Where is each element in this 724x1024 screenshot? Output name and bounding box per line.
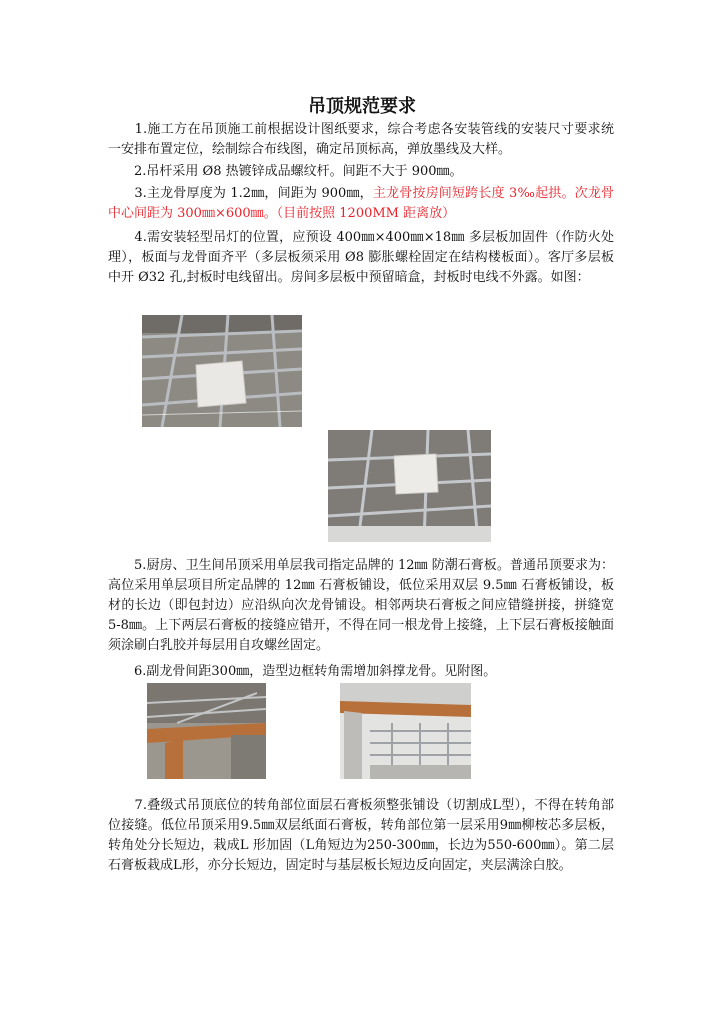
ceiling-reinforcement-photo-1 xyxy=(142,315,302,427)
paragraph-6: 6.副龙骨间距300㎜，造型边框转角需增加斜撑龙骨。见附图。 xyxy=(108,664,497,679)
paragraph-3 xyxy=(108,184,614,224)
paragraph-4: 4.需安装轻型吊灯的位置，应预设 400㎜×400㎜×18㎜ 多层板加固件（作防火处理），板面与龙骨面齐平（多层板须采用 Ø8 膨胀螺栓固定在结构楼板面）。客厅多层板中开 Ø32 孔,封板时电线留出。房间多层板中预留暗盒，封板时电线不外露。如图： xyxy=(108,230,614,285)
paragraph-3-highlight: 主龙骨按房间短跨长度 3‰起拱。次龙骨中心间距为 300㎜×600㎜。（目前按照 1200MM 距离放） xyxy=(108,186,614,221)
paragraph-1: 1.施工方在吊顶施工前根据设计图纸要求，综合考虑各安装管线的安装尺寸要求统一安排布置定位，绘制综合布线图，确定吊顶标高，弹放墨线及大样。 xyxy=(108,122,614,157)
paragraph-5: 5.厨房、卫生间吊顶采用单层我司指定品牌的 12㎜ 防潮石膏板。普通吊顶要求为：高位采用单层项目所定品牌的 12㎜ 石膏板铺设，低位采用双层 9.5㎜ 石膏板铺设，板材的长边（即包封边）应沿纵向次龙骨铺设。相邻两块石膏板之间应错缝拼接，拼缝宽 5-8㎜。上下两层石膏板的接缝应错开，不得在同一根龙骨上接缝，上下层石膏板接触面须涂刷白乳胶并每层用自攻螺丝固定。 xyxy=(108,558,614,653)
corner-brace-photo-2 xyxy=(340,683,471,779)
paragraph-2: 2.吊杆采用 Ø8 热镀锌成品螺纹杆。间距不大于 900㎜。 xyxy=(108,164,463,179)
paragraph-3-text: 3.主龙骨厚度为 1.2㎜，间距为 900㎜， xyxy=(108,186,373,201)
paragraph-7: 7.叠级式吊顶底位的转角部位面层石膏板须整张铺设（切割成L型），不得在转角部位接缝。低位吊顶采用9.5㎜双层纸面石膏板，转角部位第一层采用9㎜柳桉芯多层板，转角处分长短边，栽成L 形加固（L角短边为250-300㎜，长边为550-600㎜）。第二层石膏板栽成L形，亦分长短边，固定时与基层板长短边反向固定，夹层满涂白胶。 xyxy=(108,798,614,873)
ceiling-reinforcement-photo-2 xyxy=(328,430,491,542)
corner-brace-photo-1 xyxy=(147,683,266,779)
page-title: 吊顶规范要求 xyxy=(308,96,416,117)
